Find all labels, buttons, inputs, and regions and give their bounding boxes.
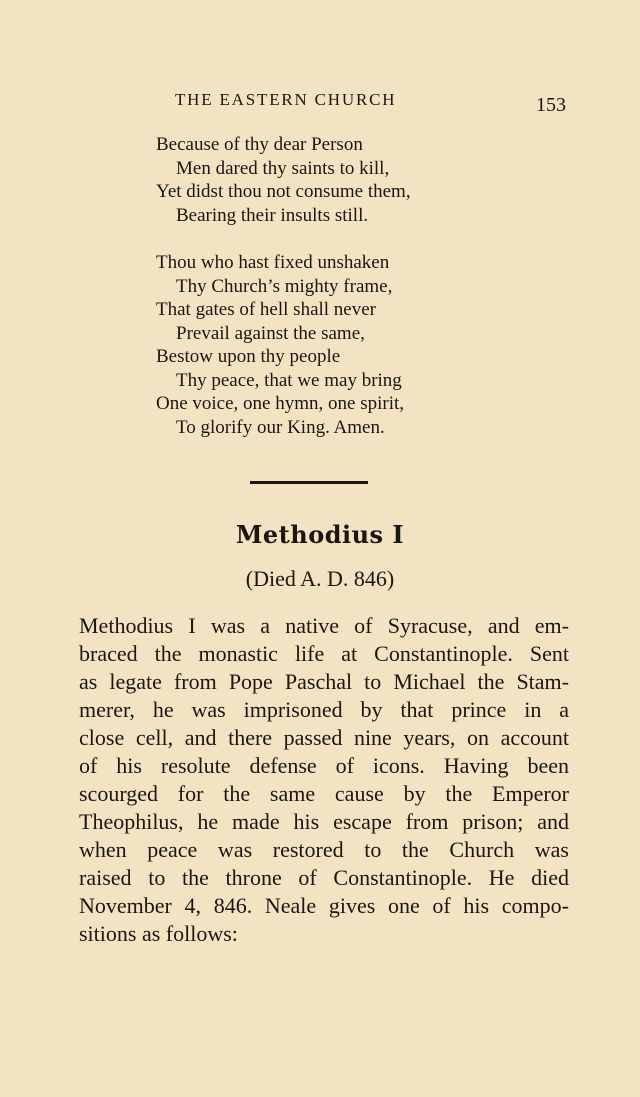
paragraph-line: when peace was restored to the Church was — [79, 837, 569, 862]
paragraph-line: merer, he was imprisoned by that prince in a — [79, 697, 569, 722]
paragraph-line: braced the monastic life at Constantinople. Sent — [79, 641, 569, 666]
poem-line: Because of thy dear Person — [156, 134, 363, 155]
paragraph-line: raised to the throne of Constantinople. He died — [79, 865, 569, 890]
poem-line: To glorify our King. Amen. — [176, 416, 385, 438]
running-head: THE EASTERN CHURCH — [175, 90, 397, 109]
section-divider — [250, 481, 368, 484]
biography-paragraph — [79, 612, 569, 948]
section-subtitle: (Died A. D. 846) — [245, 566, 395, 591]
poem-line: Bestow upon thy people — [156, 346, 341, 367]
poem-line: That gates of hell shall never — [156, 299, 377, 320]
poem-line: One voice, one hymn, one spirit, — [156, 393, 405, 414]
poem-stanza-1 — [156, 133, 496, 227]
paragraph-line: scourged for the same cause by the Emperor — [79, 781, 569, 806]
poem-line: Thou who hast fixed unshaken — [156, 252, 390, 273]
paragraph-line: Methodius I was a native of Syracuse, and em- — [79, 613, 569, 638]
poem-line: Men dared thy saints to kill, — [176, 157, 390, 179]
page-number: 153 — [536, 94, 566, 116]
paragraph-line: Theophilus, he made his escape from prison; and — [79, 809, 569, 834]
poem-line: Bearing their insults still. — [176, 204, 369, 226]
paragraph-line: as legate from Pope Paschal to Michael the Stam- — [79, 669, 569, 694]
poem-line: Thy peace, that we may bring — [176, 369, 402, 391]
poem-line: Yet didst thou not consume them, — [156, 181, 411, 202]
paragraph-line: November 4, 846. Neale gives one of his compo- — [79, 893, 569, 918]
poem-line: Thy Church’s mighty frame, — [176, 275, 393, 297]
paragraph-line: of his resolute defense of icons. Having been — [79, 753, 569, 778]
paragraph-line: close cell, and there passed nine years, on account — [79, 725, 569, 750]
paragraph-line: sitions as follows: — [79, 921, 238, 946]
poem-stanza-2 — [156, 251, 496, 439]
poem-line: Prevail against the same, — [176, 322, 365, 344]
section-title: Methodius I — [235, 520, 405, 549]
